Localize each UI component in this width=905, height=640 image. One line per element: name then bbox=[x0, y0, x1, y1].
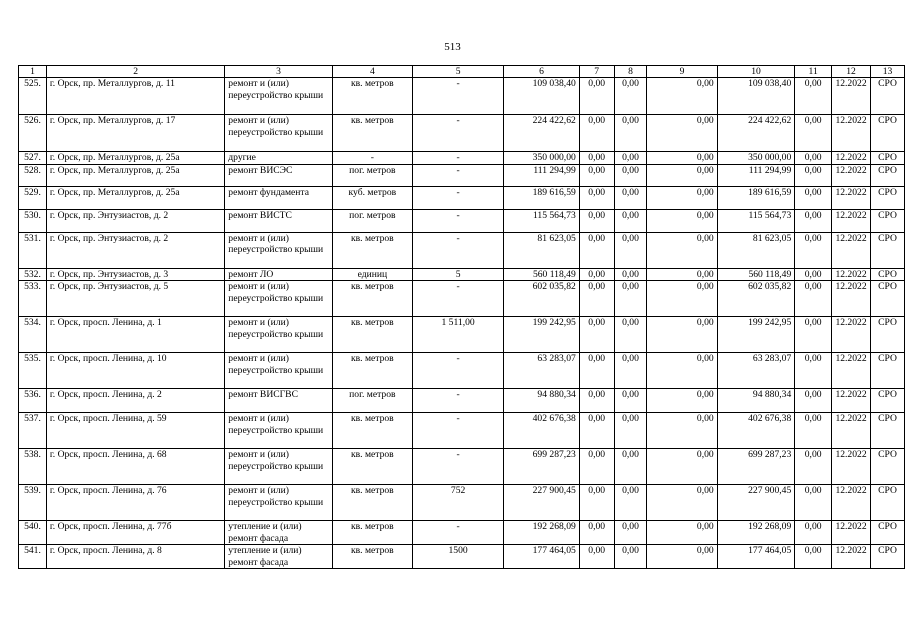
cost-cell: 0,00 bbox=[614, 317, 647, 353]
work-type-cell: ремонт и (или) переустройство крыши bbox=[225, 115, 332, 152]
unit-cell: кв. метров bbox=[332, 115, 412, 152]
cost-cell: 0,00 bbox=[579, 164, 614, 186]
source-cell: СРО bbox=[871, 281, 905, 317]
address-cell: г. Орск, пр. Энтузиастов, д. 5 bbox=[46, 281, 224, 317]
row-number: 533. bbox=[19, 281, 47, 317]
cost-cell: 0,00 bbox=[579, 413, 614, 449]
total-cost-cell: 109 038,40 bbox=[504, 78, 580, 115]
table-row bbox=[19, 485, 905, 521]
volume-cell: - bbox=[413, 232, 504, 268]
unit-cell: пог. метров bbox=[332, 389, 412, 413]
column-header: 8 bbox=[614, 66, 647, 78]
total-cost-cell: 224 422,62 bbox=[504, 115, 580, 152]
cost-cell: 560 118,49 bbox=[717, 268, 795, 281]
total-cost-cell: 192 268,09 bbox=[504, 521, 580, 545]
address-cell: г. Орск, просп. Ленина, д. 1 bbox=[46, 317, 224, 353]
volume-cell: - bbox=[413, 353, 504, 389]
cost-cell: 0,00 bbox=[614, 449, 647, 485]
cost-cell: 0,00 bbox=[614, 152, 647, 165]
column-header: 12 bbox=[832, 66, 871, 78]
table-row bbox=[19, 164, 905, 186]
cost-cell: 0,00 bbox=[795, 485, 832, 521]
cost-cell: 0,00 bbox=[795, 353, 832, 389]
row-number: 540. bbox=[19, 521, 47, 545]
cost-cell: 109 038,40 bbox=[717, 78, 795, 115]
column-number-row bbox=[19, 66, 905, 78]
cost-cell: 0,00 bbox=[579, 186, 614, 209]
row-number: 538. bbox=[19, 449, 47, 485]
work-type-cell: ремонт ВИСТС bbox=[225, 209, 332, 232]
column-header: 6 bbox=[504, 66, 580, 78]
total-cost-cell: 199 242,95 bbox=[504, 317, 580, 353]
date-cell: 12.2022 bbox=[832, 449, 871, 485]
table-row bbox=[19, 115, 905, 152]
cost-cell: 115 564,73 bbox=[717, 209, 795, 232]
cost-cell: 0,00 bbox=[614, 353, 647, 389]
source-cell: СРО bbox=[871, 115, 905, 152]
cost-cell: 0,00 bbox=[579, 545, 614, 569]
date-cell: 12.2022 bbox=[832, 545, 871, 569]
row-number: 528. bbox=[19, 164, 47, 186]
table-row bbox=[19, 413, 905, 449]
table-row bbox=[19, 232, 905, 268]
source-cell: СРО bbox=[871, 152, 905, 165]
work-type-cell: ремонт и (или) переустройство крыши bbox=[225, 317, 332, 353]
cost-cell: 0,00 bbox=[795, 317, 832, 353]
volume-cell: 752 bbox=[413, 485, 504, 521]
source-cell: СРО bbox=[871, 353, 905, 389]
address-cell: г. Орск, пр. Металлургов, д. 17 bbox=[46, 115, 224, 152]
total-cost-cell: 115 564,73 bbox=[504, 209, 580, 232]
column-header: 3 bbox=[225, 66, 332, 78]
volume-cell: - bbox=[413, 281, 504, 317]
total-cost-cell: 402 676,38 bbox=[504, 413, 580, 449]
unit-cell: единиц bbox=[332, 268, 412, 281]
cost-cell: 0,00 bbox=[579, 485, 614, 521]
unit-cell: пог. метров bbox=[332, 209, 412, 232]
source-cell: СРО bbox=[871, 209, 905, 232]
cost-cell: 0,00 bbox=[647, 268, 717, 281]
total-cost-cell: 81 623,05 bbox=[504, 232, 580, 268]
table-row bbox=[19, 521, 905, 545]
volume-cell: - bbox=[413, 186, 504, 209]
cost-cell: 0,00 bbox=[795, 545, 832, 569]
total-cost-cell: 350 000,00 bbox=[504, 152, 580, 165]
volume-cell: 5 bbox=[413, 268, 504, 281]
cost-cell: 199 242,95 bbox=[717, 317, 795, 353]
cost-cell: 0,00 bbox=[647, 281, 717, 317]
date-cell: 12.2022 bbox=[832, 353, 871, 389]
cost-cell: 0,00 bbox=[614, 268, 647, 281]
work-type-cell: ремонт и (или) переустройство крыши bbox=[225, 78, 332, 115]
cost-cell: 0,00 bbox=[795, 268, 832, 281]
cost-cell: 177 464,05 bbox=[717, 545, 795, 569]
source-cell: СРО bbox=[871, 232, 905, 268]
source-cell: СРО bbox=[871, 521, 905, 545]
cost-cell: 0,00 bbox=[579, 521, 614, 545]
cost-cell: 0,00 bbox=[647, 186, 717, 209]
cost-cell: 602 035,82 bbox=[717, 281, 795, 317]
address-cell: г. Орск, пр. Металлургов, д. 25а bbox=[46, 164, 224, 186]
row-number: 535. bbox=[19, 353, 47, 389]
date-cell: 12.2022 bbox=[832, 317, 871, 353]
cost-cell: 0,00 bbox=[795, 164, 832, 186]
unit-cell: - bbox=[332, 152, 412, 165]
table-row bbox=[19, 449, 905, 485]
cost-cell: 0,00 bbox=[647, 413, 717, 449]
table-row bbox=[19, 281, 905, 317]
date-cell: 12.2022 bbox=[832, 209, 871, 232]
cost-cell: 0,00 bbox=[795, 115, 832, 152]
unit-cell: кв. метров bbox=[332, 449, 412, 485]
cost-cell: 0,00 bbox=[614, 164, 647, 186]
work-type-cell: ремонт фундамента bbox=[225, 186, 332, 209]
row-number: 539. bbox=[19, 485, 47, 521]
cost-cell: 227 900,45 bbox=[717, 485, 795, 521]
total-cost-cell: 227 900,45 bbox=[504, 485, 580, 521]
date-cell: 12.2022 bbox=[832, 521, 871, 545]
cost-cell: 81 623,05 bbox=[717, 232, 795, 268]
table-row bbox=[19, 353, 905, 389]
date-cell: 12.2022 bbox=[832, 389, 871, 413]
date-cell: 12.2022 bbox=[832, 186, 871, 209]
cost-cell: 0,00 bbox=[579, 115, 614, 152]
cost-cell: 192 268,09 bbox=[717, 521, 795, 545]
row-number: 534. bbox=[19, 317, 47, 353]
row-number: 532. bbox=[19, 268, 47, 281]
row-number: 526. bbox=[19, 115, 47, 152]
work-type-cell: утепление и (или) ремонт фасада bbox=[225, 521, 332, 545]
cost-cell: 0,00 bbox=[579, 232, 614, 268]
volume-cell: - bbox=[413, 152, 504, 165]
cost-cell: 0,00 bbox=[647, 115, 717, 152]
cost-cell: 0,00 bbox=[579, 209, 614, 232]
cost-cell: 0,00 bbox=[614, 485, 647, 521]
date-cell: 12.2022 bbox=[832, 152, 871, 165]
date-cell: 12.2022 bbox=[832, 268, 871, 281]
cost-cell: 0,00 bbox=[647, 545, 717, 569]
work-type-cell: ремонт ВИСГВС bbox=[225, 389, 332, 413]
address-cell: г. Орск, пр. Энтузиастов, д. 3 bbox=[46, 268, 224, 281]
work-type-cell: ремонт и (или) переустройство крыши bbox=[225, 353, 332, 389]
source-cell: СРО bbox=[871, 164, 905, 186]
unit-cell: кв. метров bbox=[332, 521, 412, 545]
source-cell: СРО bbox=[871, 268, 905, 281]
cost-cell: 63 283,07 bbox=[717, 353, 795, 389]
cost-cell: 0,00 bbox=[647, 164, 717, 186]
cost-cell: 0,00 bbox=[647, 521, 717, 545]
unit-cell: кв. метров bbox=[332, 281, 412, 317]
date-cell: 12.2022 bbox=[832, 281, 871, 317]
work-type-cell: ремонт ЛО bbox=[225, 268, 332, 281]
cost-cell: 0,00 bbox=[579, 449, 614, 485]
column-header: 1 bbox=[19, 66, 47, 78]
cost-cell: 0,00 bbox=[647, 389, 717, 413]
column-header: 2 bbox=[46, 66, 224, 78]
source-cell: СРО bbox=[871, 78, 905, 115]
cost-cell: 224 422,62 bbox=[717, 115, 795, 152]
work-type-cell: ремонт и (или) переустройство крыши bbox=[225, 413, 332, 449]
unit-cell: кв. метров bbox=[332, 545, 412, 569]
column-header: 10 bbox=[717, 66, 795, 78]
total-cost-cell: 189 616,59 bbox=[504, 186, 580, 209]
date-cell: 12.2022 bbox=[832, 232, 871, 268]
cost-cell: 0,00 bbox=[614, 78, 647, 115]
row-number: 525. bbox=[19, 78, 47, 115]
cost-cell: 0,00 bbox=[579, 78, 614, 115]
unit-cell: кв. метров bbox=[332, 485, 412, 521]
table-row bbox=[19, 268, 905, 281]
row-number: 537. bbox=[19, 413, 47, 449]
volume-cell: - bbox=[413, 449, 504, 485]
total-cost-cell: 602 035,82 bbox=[504, 281, 580, 317]
total-cost-cell: 63 283,07 bbox=[504, 353, 580, 389]
total-cost-cell: 560 118,49 bbox=[504, 268, 580, 281]
address-cell: г. Орск, пр. Энтузиастов, д. 2 bbox=[46, 232, 224, 268]
volume-cell: 1500 bbox=[413, 545, 504, 569]
cost-cell: 111 294,99 bbox=[717, 164, 795, 186]
table-row bbox=[19, 209, 905, 232]
column-header: 9 bbox=[647, 66, 717, 78]
source-cell: СРО bbox=[871, 449, 905, 485]
volume-cell: - bbox=[413, 164, 504, 186]
table-row bbox=[19, 186, 905, 209]
row-number: 527. bbox=[19, 152, 47, 165]
unit-cell: кв. метров bbox=[332, 353, 412, 389]
cost-cell: 0,00 bbox=[647, 449, 717, 485]
address-cell: г. Орск, просп. Ленина, д. 76 bbox=[46, 485, 224, 521]
address-cell: г. Орск, пр. Энтузиастов, д. 2 bbox=[46, 209, 224, 232]
source-cell: СРО bbox=[871, 413, 905, 449]
column-header: 7 bbox=[579, 66, 614, 78]
column-header: 13 bbox=[871, 66, 905, 78]
volume-cell: - bbox=[413, 115, 504, 152]
column-header: 11 bbox=[795, 66, 832, 78]
table-row bbox=[19, 78, 905, 115]
total-cost-cell: 177 464,05 bbox=[504, 545, 580, 569]
cost-cell: 0,00 bbox=[647, 353, 717, 389]
cost-cell: 0,00 bbox=[614, 186, 647, 209]
cost-cell: 0,00 bbox=[795, 209, 832, 232]
page-number: 513 bbox=[444, 41, 461, 53]
work-type-cell: ремонт и (или) переустройство крыши bbox=[225, 485, 332, 521]
address-cell: г. Орск, просп. Ленина, д. 8 bbox=[46, 545, 224, 569]
column-header: 4 bbox=[332, 66, 412, 78]
cost-cell: 350 000,00 bbox=[717, 152, 795, 165]
volume-cell: - bbox=[413, 389, 504, 413]
cost-cell: 0,00 bbox=[579, 268, 614, 281]
row-number: 531. bbox=[19, 232, 47, 268]
table-row bbox=[19, 389, 905, 413]
unit-cell: кв. метров bbox=[332, 232, 412, 268]
cost-cell: 94 880,34 bbox=[717, 389, 795, 413]
cost-cell: 0,00 bbox=[795, 281, 832, 317]
cost-cell: 189 616,59 bbox=[717, 186, 795, 209]
cost-cell: 0,00 bbox=[795, 449, 832, 485]
table-row bbox=[19, 317, 905, 353]
source-cell: СРО bbox=[871, 389, 905, 413]
cost-cell: 0,00 bbox=[647, 485, 717, 521]
volume-cell: - bbox=[413, 521, 504, 545]
total-cost-cell: 111 294,99 bbox=[504, 164, 580, 186]
date-cell: 12.2022 bbox=[832, 115, 871, 152]
row-number: 536. bbox=[19, 389, 47, 413]
unit-cell: куб. метров bbox=[332, 186, 412, 209]
address-cell: г. Орск, просп. Ленина, д. 59 bbox=[46, 413, 224, 449]
table-row bbox=[19, 152, 905, 165]
table-body bbox=[19, 78, 905, 569]
cost-cell: 0,00 bbox=[614, 115, 647, 152]
address-cell: г. Орск, просп. Ленина, д. 10 bbox=[46, 353, 224, 389]
address-cell: г. Орск, просп. Ленина, д. 68 bbox=[46, 449, 224, 485]
repair-schedule-table bbox=[18, 65, 905, 569]
cost-cell: 0,00 bbox=[795, 389, 832, 413]
work-type-cell: утепление и (или) ремонт фасада bbox=[225, 545, 332, 569]
cost-cell: 0,00 bbox=[647, 317, 717, 353]
unit-cell: кв. метров bbox=[332, 413, 412, 449]
cost-cell: 0,00 bbox=[795, 152, 832, 165]
cost-cell: 699 287,23 bbox=[717, 449, 795, 485]
work-type-cell: другие bbox=[225, 152, 332, 165]
cost-cell: 0,00 bbox=[614, 232, 647, 268]
source-cell: СРО bbox=[871, 186, 905, 209]
cost-cell: 0,00 bbox=[614, 413, 647, 449]
table-row bbox=[19, 545, 905, 569]
cost-cell: 0,00 bbox=[579, 281, 614, 317]
volume-cell: 1 511,00 bbox=[413, 317, 504, 353]
cost-cell: 0,00 bbox=[579, 317, 614, 353]
total-cost-cell: 94 880,34 bbox=[504, 389, 580, 413]
cost-cell: 0,00 bbox=[795, 186, 832, 209]
cost-cell: 0,00 bbox=[579, 152, 614, 165]
work-type-cell: ремонт и (или) переустройство крыши bbox=[225, 232, 332, 268]
cost-cell: 0,00 bbox=[647, 78, 717, 115]
date-cell: 12.2022 bbox=[832, 78, 871, 115]
cost-cell: 0,00 bbox=[795, 232, 832, 268]
address-cell: г. Орск, пр. Металлургов, д. 11 bbox=[46, 78, 224, 115]
cost-cell: 0,00 bbox=[647, 209, 717, 232]
cost-cell: 0,00 bbox=[795, 413, 832, 449]
row-number: 530. bbox=[19, 209, 47, 232]
cost-cell: 0,00 bbox=[614, 389, 647, 413]
cost-cell: 0,00 bbox=[647, 232, 717, 268]
unit-cell: кв. метров bbox=[332, 317, 412, 353]
cost-cell: 402 676,38 bbox=[717, 413, 795, 449]
date-cell: 12.2022 bbox=[832, 413, 871, 449]
column-header: 5 bbox=[413, 66, 504, 78]
cost-cell: 0,00 bbox=[795, 78, 832, 115]
total-cost-cell: 699 287,23 bbox=[504, 449, 580, 485]
address-cell: г. Орск, пр. Металлургов, д. 25а bbox=[46, 186, 224, 209]
address-cell: г. Орск, просп. Ленина, д. 77б bbox=[46, 521, 224, 545]
row-number: 541. bbox=[19, 545, 47, 569]
address-cell: г. Орск, пр. Металлургов, д. 25а bbox=[46, 152, 224, 165]
cost-cell: 0,00 bbox=[579, 389, 614, 413]
cost-cell: 0,00 bbox=[647, 152, 717, 165]
row-number: 529. bbox=[19, 186, 47, 209]
unit-cell: пог. метров bbox=[332, 164, 412, 186]
date-cell: 12.2022 bbox=[832, 164, 871, 186]
unit-cell: кв. метров bbox=[332, 78, 412, 115]
volume-cell: - bbox=[413, 78, 504, 115]
volume-cell: - bbox=[413, 413, 504, 449]
source-cell: СРО bbox=[871, 485, 905, 521]
work-type-cell: ремонт и (или) переустройство крыши bbox=[225, 281, 332, 317]
cost-cell: 0,00 bbox=[795, 521, 832, 545]
cost-cell: 0,00 bbox=[579, 353, 614, 389]
date-cell: 12.2022 bbox=[832, 485, 871, 521]
cost-cell: 0,00 bbox=[614, 545, 647, 569]
source-cell: СРО bbox=[871, 317, 905, 353]
address-cell: г. Орск, просп. Ленина, д. 2 bbox=[46, 389, 224, 413]
work-type-cell: ремонт ВИСЭС bbox=[225, 164, 332, 186]
source-cell: СРО bbox=[871, 545, 905, 569]
cost-cell: 0,00 bbox=[614, 281, 647, 317]
work-type-cell: ремонт и (или) переустройство крыши bbox=[225, 449, 332, 485]
volume-cell: - bbox=[413, 209, 504, 232]
cost-cell: 0,00 bbox=[614, 209, 647, 232]
cost-cell: 0,00 bbox=[614, 521, 647, 545]
